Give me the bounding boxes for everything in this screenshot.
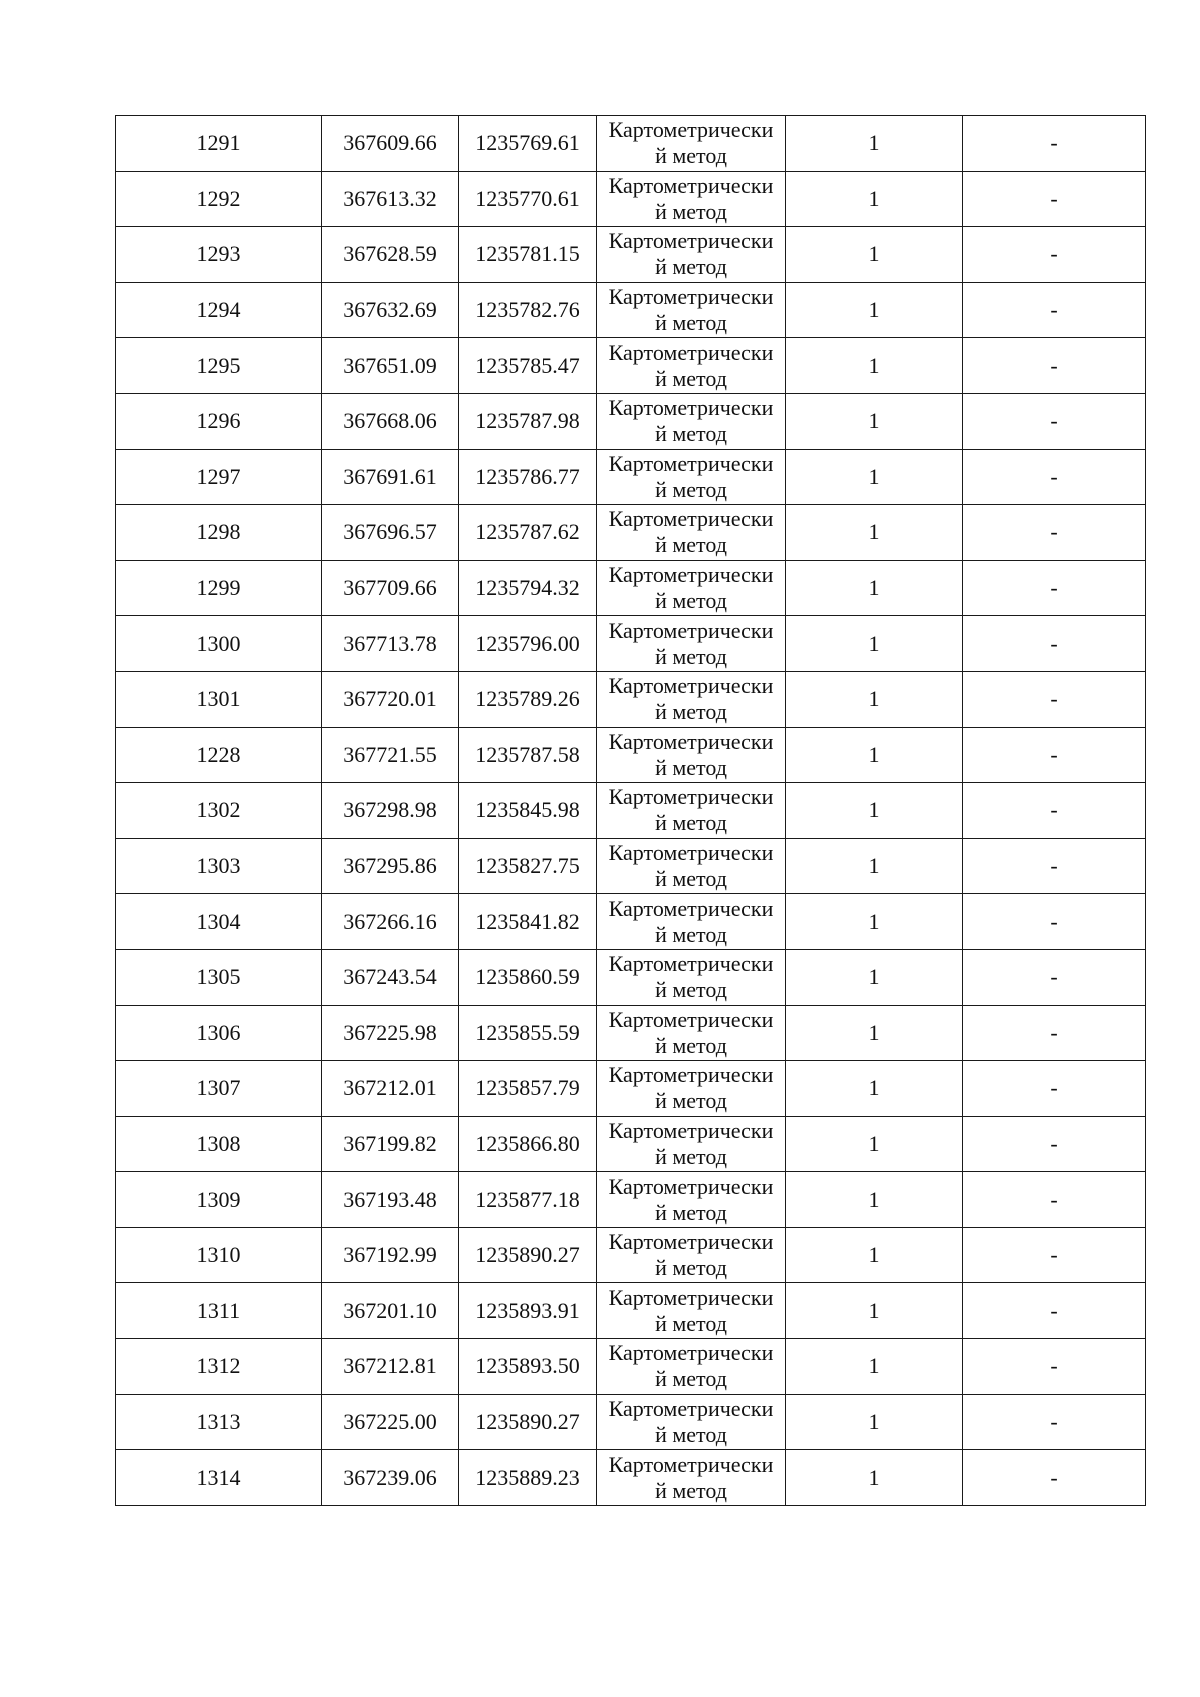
point-number-cell: 1299 [116,560,322,616]
note-cell: - [963,727,1146,783]
note-cell: - [963,1283,1146,1339]
note-cell: - [963,282,1146,338]
table-row [116,171,1146,227]
point-number-cell: 1300 [116,616,322,672]
accuracy-cell: 1 [786,1283,963,1339]
coordinate-x-cell: 367713.78 [322,616,459,672]
method-cell: Картометрически й метод [597,338,786,394]
coordinate-x-cell: 367239.06 [322,1450,459,1506]
point-number-cell: 1309 [116,1172,322,1228]
note-cell: - [963,1450,1146,1506]
coordinate-x-cell: 367199.82 [322,1116,459,1172]
accuracy-cell: 1 [786,449,963,505]
method-cell: Картометрически й метод [597,116,786,172]
coordinate-x-cell: 367212.81 [322,1339,459,1395]
method-cell: Картометрически й метод [597,1394,786,1450]
method-cell: Картометрически й метод [597,560,786,616]
table-row [116,616,1146,672]
note-cell: - [963,1005,1146,1061]
coordinate-y-cell: 1235769.61 [459,116,597,172]
coordinate-y-cell: 1235893.91 [459,1283,597,1339]
table-row [116,282,1146,338]
accuracy-cell: 1 [786,171,963,227]
accuracy-cell: 1 [786,1116,963,1172]
coordinate-x-cell: 367295.86 [322,838,459,894]
method-cell: Картометрически й метод [597,505,786,561]
note-cell: - [963,1339,1146,1395]
method-cell: Картометрически й метод [597,727,786,783]
coordinates-table [115,115,1146,1506]
coordinate-x-cell: 367201.10 [322,1283,459,1339]
point-number-cell: 1302 [116,783,322,839]
accuracy-cell: 1 [786,1450,963,1506]
coordinate-y-cell: 1235857.79 [459,1061,597,1117]
note-cell: - [963,1227,1146,1283]
coordinate-y-cell: 1235890.27 [459,1227,597,1283]
note-cell: - [963,1394,1146,1450]
point-number-cell: 1297 [116,449,322,505]
coordinate-y-cell: 1235845.98 [459,783,597,839]
coordinate-y-cell: 1235781.15 [459,227,597,283]
note-cell: - [963,1116,1146,1172]
accuracy-cell: 1 [786,505,963,561]
point-number-cell: 1301 [116,671,322,727]
method-cell: Картометрически й метод [597,227,786,283]
note-cell: - [963,449,1146,505]
note-cell: - [963,949,1146,1005]
point-number-cell: 1298 [116,505,322,561]
method-cell: Картометрически й метод [597,1005,786,1061]
table-row [116,393,1146,449]
coordinate-x-cell: 367720.01 [322,671,459,727]
coordinate-y-cell: 1235796.00 [459,616,597,672]
accuracy-cell: 1 [786,227,963,283]
coordinate-y-cell: 1235785.47 [459,338,597,394]
note-cell: - [963,838,1146,894]
method-cell: Картометрически й метод [597,783,786,839]
accuracy-cell: 1 [786,949,963,1005]
coordinate-x-cell: 367266.16 [322,894,459,950]
coordinate-x-cell: 367225.00 [322,1394,459,1450]
note-cell: - [963,505,1146,561]
coordinate-y-cell: 1235794.32 [459,560,597,616]
coordinate-x-cell: 367613.32 [322,171,459,227]
point-number-cell: 1304 [116,894,322,950]
method-cell: Картометрически й метод [597,1227,786,1283]
coordinate-y-cell: 1235889.23 [459,1450,597,1506]
accuracy-cell: 1 [786,1005,963,1061]
method-cell: Картометрически й метод [597,449,786,505]
coordinate-y-cell: 1235866.80 [459,1116,597,1172]
accuracy-cell: 1 [786,894,963,950]
table-row [116,560,1146,616]
coordinate-x-cell: 367609.66 [322,116,459,172]
point-number-cell: 1303 [116,838,322,894]
note-cell: - [963,894,1146,950]
method-cell: Картометрически й метод [597,671,786,727]
table-row [116,116,1146,172]
coordinate-y-cell: 1235786.77 [459,449,597,505]
coordinate-x-cell: 367651.09 [322,338,459,394]
method-cell: Картометрически й метод [597,838,786,894]
point-number-cell: 1293 [116,227,322,283]
point-number-cell: 1291 [116,116,322,172]
table-row [116,949,1146,1005]
table-row [116,449,1146,505]
point-number-cell: 1228 [116,727,322,783]
coordinate-y-cell: 1235893.50 [459,1339,597,1395]
coordinate-x-cell: 367193.48 [322,1172,459,1228]
table-row [116,838,1146,894]
method-cell: Картометрически й метод [597,1339,786,1395]
table-row [116,1061,1146,1117]
coordinate-x-cell: 367632.69 [322,282,459,338]
coordinate-x-cell: 367628.59 [322,227,459,283]
method-cell: Картометрически й метод [597,282,786,338]
accuracy-cell: 1 [786,1227,963,1283]
table-row [116,227,1146,283]
coordinate-y-cell: 1235827.75 [459,838,597,894]
method-cell: Картометрически й метод [597,616,786,672]
coordinate-y-cell: 1235787.58 [459,727,597,783]
accuracy-cell: 1 [786,727,963,783]
coordinate-y-cell: 1235789.26 [459,671,597,727]
note-cell: - [963,671,1146,727]
coordinate-y-cell: 1235787.62 [459,505,597,561]
point-number-cell: 1305 [116,949,322,1005]
coordinate-x-cell: 367192.99 [322,1227,459,1283]
table-row [116,1339,1146,1395]
table-row [116,338,1146,394]
accuracy-cell: 1 [786,282,963,338]
coordinate-y-cell: 1235841.82 [459,894,597,950]
accuracy-cell: 1 [786,838,963,894]
table-row [116,1005,1146,1061]
table-row [116,1227,1146,1283]
note-cell: - [963,783,1146,839]
accuracy-cell: 1 [786,1061,963,1117]
note-cell: - [963,616,1146,672]
method-cell: Картометрически й метод [597,1061,786,1117]
method-cell: Картометрически й метод [597,1172,786,1228]
point-number-cell: 1296 [116,393,322,449]
coordinate-x-cell: 367298.98 [322,783,459,839]
table-row [116,1394,1146,1450]
coordinate-y-cell: 1235890.27 [459,1394,597,1450]
coordinate-y-cell: 1235855.59 [459,1005,597,1061]
note-cell: - [963,560,1146,616]
point-number-cell: 1292 [116,171,322,227]
accuracy-cell: 1 [786,1394,963,1450]
method-cell: Картометрически й метод [597,1283,786,1339]
point-number-cell: 1314 [116,1450,322,1506]
point-number-cell: 1307 [116,1061,322,1117]
coordinate-y-cell: 1235787.98 [459,393,597,449]
note-cell: - [963,116,1146,172]
point-number-cell: 1308 [116,1116,322,1172]
coordinate-x-cell: 367212.01 [322,1061,459,1117]
table-row [116,783,1146,839]
method-cell: Картометрически й метод [597,1116,786,1172]
method-cell: Картометрически й метод [597,894,786,950]
note-cell: - [963,1172,1146,1228]
note-cell: - [963,227,1146,283]
table-row [116,894,1146,950]
note-cell: - [963,338,1146,394]
point-number-cell: 1295 [116,338,322,394]
accuracy-cell: 1 [786,560,963,616]
point-number-cell: 1311 [116,1283,322,1339]
point-number-cell: 1294 [116,282,322,338]
table-row [116,727,1146,783]
accuracy-cell: 1 [786,671,963,727]
method-cell: Картометрически й метод [597,393,786,449]
accuracy-cell: 1 [786,1172,963,1228]
coordinate-x-cell: 367696.57 [322,505,459,561]
coordinate-x-cell: 367709.66 [322,560,459,616]
note-cell: - [963,1061,1146,1117]
coordinate-x-cell: 367721.55 [322,727,459,783]
table-row [116,671,1146,727]
point-number-cell: 1313 [116,1394,322,1450]
point-number-cell: 1310 [116,1227,322,1283]
coordinate-y-cell: 1235860.59 [459,949,597,1005]
point-number-cell: 1306 [116,1005,322,1061]
accuracy-cell: 1 [786,116,963,172]
point-number-cell: 1312 [116,1339,322,1395]
method-cell: Картометрически й метод [597,949,786,1005]
coordinate-y-cell: 1235782.76 [459,282,597,338]
coordinate-x-cell: 367668.06 [322,393,459,449]
table-row [116,505,1146,561]
coordinates-table-body [116,116,1146,1506]
coordinate-x-cell: 367225.98 [322,1005,459,1061]
accuracy-cell: 1 [786,616,963,672]
coordinate-x-cell: 367243.54 [322,949,459,1005]
table-row [116,1172,1146,1228]
note-cell: - [963,171,1146,227]
coordinate-x-cell: 367691.61 [322,449,459,505]
table-row [116,1283,1146,1339]
table-row [116,1450,1146,1506]
accuracy-cell: 1 [786,783,963,839]
table-row [116,1116,1146,1172]
note-cell: - [963,393,1146,449]
coordinate-y-cell: 1235877.18 [459,1172,597,1228]
coordinate-y-cell: 1235770.61 [459,171,597,227]
accuracy-cell: 1 [786,393,963,449]
method-cell: Картометрически й метод [597,171,786,227]
accuracy-cell: 1 [786,1339,963,1395]
accuracy-cell: 1 [786,338,963,394]
method-cell: Картометрически й метод [597,1450,786,1506]
